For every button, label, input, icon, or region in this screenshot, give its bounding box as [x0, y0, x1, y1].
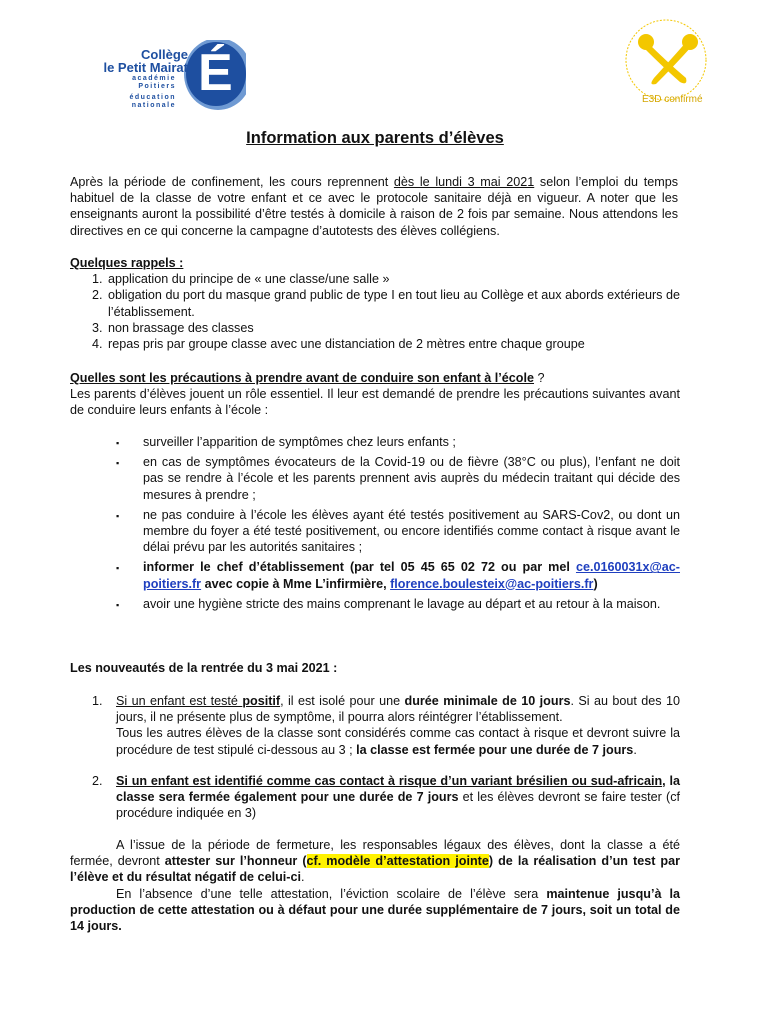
reminders-section: [70, 255, 680, 352]
intro-text-1: Après la période de confinement, les cours reprennent: [70, 175, 394, 189]
inform-text-3: ): [593, 576, 598, 591]
closing1-period: .: [300, 870, 305, 885]
e3d-logo-label: E3D confirmé: [642, 94, 703, 105]
school-logo-line4: Poitiers: [138, 83, 176, 90]
reminders-list: [70, 271, 680, 352]
list-item-number: 1.: [92, 694, 103, 708]
list-item: [116, 454, 680, 503]
list-item: [116, 507, 680, 556]
school-logo-line6: nationale: [131, 102, 176, 109]
news1-text-e: . Si au bout des 10 jours, il ne présente plus de symptôme, il pourra alors réintégrer l’établissement.: [116, 694, 680, 725]
school-logo-letter: É: [198, 44, 233, 102]
bullet-icon: ▪: [116, 510, 120, 521]
list-item-text: application du principe de « une classe/une salle »: [108, 272, 390, 287]
list-item: [70, 287, 680, 319]
precautions-list: [116, 434, 680, 612]
list-item-number: 2.: [92, 288, 103, 303]
list-item-text: ne pas conduire à l’école les élèves ayant été testés positivement au SARS-Cov2, ou dont un membre du foyer a été testé positivement, ou encore identifiés comme contact à risque avant le délai prévu par les autorités sanitaires ;: [143, 507, 680, 555]
news1-positive: positif: [242, 694, 281, 708]
attestation-model-highlight: cf. modèle d’attestation jointe: [306, 854, 489, 869]
inform-text-1: informer le chef d’établissement (par tel 05 45 65 02 72 ou par mel: [143, 560, 576, 575]
news1-text-a: Si un enfant est testé: [116, 694, 243, 708]
email-link-nurse[interactable]: florence.boulesteix@ac-poitiers.fr: [390, 576, 594, 591]
email-link-principal[interactable]: ce.0160031x@ac-poitiers.fr: [143, 560, 680, 591]
list-item: [70, 336, 680, 352]
list-item-text: avoir une hygiène stricte des mains comprenant le lavage au départ et au retour à la maison.: [143, 596, 661, 611]
news2-class-closed: , la classe sera fermée également pour une durée de 7 jours: [116, 774, 680, 805]
list-item-text: non brassage des classes: [108, 320, 254, 335]
precautions-heading: Quelles sont les précautions à prendre avant de conduire son enfant à l’école ?: [70, 371, 545, 385]
page-title: [0, 128, 750, 148]
school-logo-line1: Collège: [141, 47, 188, 62]
intro-text-2: selon l’emploi du temps habituel de la classe de votre enfant et ce avec le protocole sanitaire déjà en vigueur. A noter que les enseignants auront la possibilité d’être testés à domicile à raison de 2 fois par semaine. Nous attendons les directives en ce qui concerne la campagne d’autotests des élèves collégiens.: [70, 175, 678, 238]
news-item-2: [92, 773, 680, 822]
page-title-text: Information aux parents d’élèves: [246, 129, 504, 147]
list-item: [116, 434, 680, 450]
closing1-test: ) de la réalisation d’un test par l’élève et du résultat négatif de celui-ci: [70, 854, 681, 885]
school-logo-line5: éducation: [129, 94, 176, 101]
list-item-number: 1.: [92, 272, 103, 287]
list-item: [70, 320, 680, 336]
news-heading: Les nouveautés de la rentrée du 3 mai 2021 :: [70, 661, 338, 675]
news1-class-closed: la classe est fermée pour une durée de 7 jours: [356, 742, 634, 757]
list-item-number: 2.: [92, 774, 103, 788]
list-item: [70, 271, 680, 287]
bullet-icon: ▪: [116, 599, 120, 610]
news1-duration: durée minimale de 10 jours: [404, 694, 571, 708]
bullet-icon: ▪: [116, 563, 120, 574]
list-item: [116, 559, 680, 591]
news1-text-c: , il est isolé pour une: [280, 694, 405, 708]
closing1-text-a: A l’issue de la période de fermeture, les responsables légaux des élèves, dont la classe a été fermée, devront: [70, 838, 680, 869]
news1-period: .: [633, 742, 637, 757]
list-item-number: 3.: [92, 320, 103, 335]
list-item-text: surveiller l’apparition de symptômes chez leurs enfants ;: [143, 435, 456, 449]
e3d-logo: [616, 16, 716, 110]
news2-variant: Si un enfant est identifié comme cas contact à risque d’un variant brésilien ou sud-africain: [116, 774, 663, 788]
intro-date: dès le lundi 3 mai 2021: [393, 175, 535, 189]
closing2-text-a: En l’absence d’une telle attestation, l’éviction scolaire de l’élève sera: [116, 887, 547, 901]
list-item-text: obligation du port du masque grand public de type I en tout lieu au Collège et aux abords extérieurs de l’établissement.: [108, 288, 680, 319]
school-logo: [66, 40, 246, 120]
list-item-text: repas pris par groupe classe avec une distanciation de 2 mètres entre chaque groupe: [108, 337, 585, 352]
list-item-text: en cas de symptômes évocateurs de la Covid-19 ou de fièvre (38°C ou plus), l’enfant ne doit pas se rendre à l’école et les parents prennent avis auprès du médecin traitant qui décide des mesures à prendre ;: [143, 455, 680, 502]
inform-text-2: avec copie à Mme L’infirmière,: [201, 576, 391, 591]
school-logo-line2: le Petit Mairat: [103, 60, 188, 75]
reminders-heading: Quelques rappels :: [70, 256, 184, 270]
list-item-number: 4.: [92, 337, 103, 352]
closing-paragraph-2: [70, 886, 680, 935]
list-item: [116, 596, 680, 612]
bullet-icon: ▪: [116, 458, 120, 469]
closing-paragraph-1: [70, 837, 680, 886]
precautions-section: [70, 370, 680, 419]
news1-text-f: Tous les autres élèves de la classe sont considérés comme cas contact à risque et devront suivre la procédure de test stipulé ci-dessous au 3 ;: [116, 726, 680, 757]
closing1-attest: attester sur l’honneur (: [164, 854, 307, 869]
closing2-eviction: maintenue jusqu’à la production de cette attestation ou à défaut pour une durée supplémentaire de 7 jours, soit un total de 14 jours.: [70, 887, 680, 934]
bullet-icon: ▪: [116, 438, 120, 448]
precautions-intro: Les parents d’élèves jouent un rôle essentiel. Il leur est demandé de prendre les précautions suivantes avant de conduire leurs enfants à l’école :: [70, 387, 680, 418]
news-item-1: [92, 693, 680, 758]
intro-paragraph: [70, 174, 678, 239]
school-logo-line3: académie: [132, 75, 176, 82]
news2-text-c: et les élèves devront se faire tester (cf procédure indiquée en 3): [116, 790, 680, 821]
